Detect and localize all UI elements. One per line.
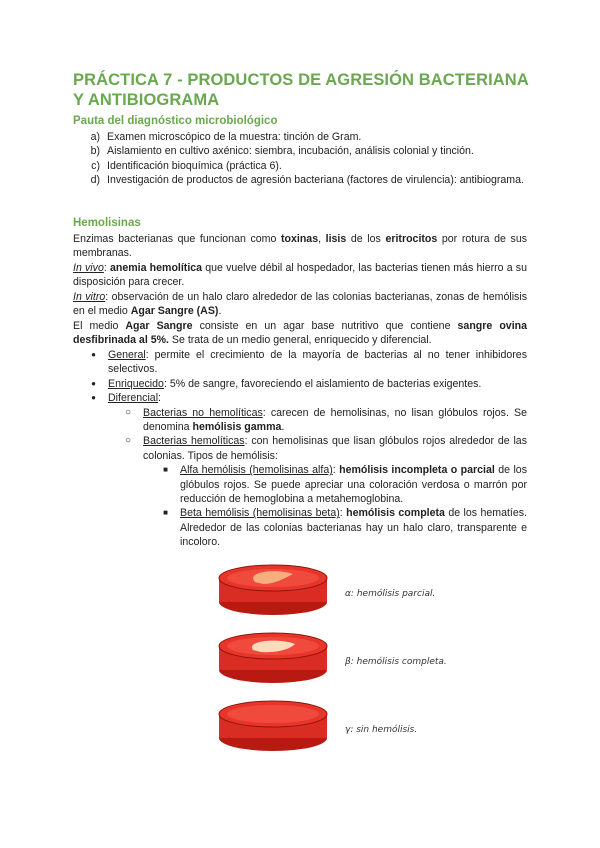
pauta-list <box>73 130 533 188</box>
plate-beta <box>219 633 327 683</box>
list-text: Examen microscópico de la muestra: tinción de Gram. <box>107 131 362 143</box>
label-gamma: γ: sin hemólisis. <box>345 725 418 735</box>
plate-gamma <box>219 701 327 751</box>
list-text: Investigación de productos de agresión bacteriana (factores de virulencia): antibiograma. <box>107 174 524 187</box>
paragraph-in-vitro: In vitro: observación de un halo claro alrededor de las colonias bacterianas, zonas de hemólisis en el medio Agar Sangre (AS). <box>73 291 528 318</box>
square-bullet-icon: ■ <box>163 465 168 475</box>
list-item <box>73 144 533 158</box>
paragraph-agar-sangre: El medio Agar Sangre consiste en un agar base nutritivo que contiene sangre ovina desfibrinada al 5%. Se trata de un medio general, enriquecido y diferencial. <box>73 320 528 347</box>
list-item: ● Diferencial: <box>73 391 527 405</box>
list-item: ○ Bacterias no hemolíticas: carecen de hemolisinas, no lisan glóbulos rojos. Se denomina hemólisis gamma. <box>73 406 527 435</box>
section-heading-pauta: Pauta del diagnóstico microbiológico <box>73 115 278 127</box>
list-marker: b) <box>90 145 100 158</box>
list-item: ● General: permite el crecimiento de la mayoría de bacterias al no tener inhibidores selectivos. <box>73 348 527 377</box>
list-item <box>73 173 533 187</box>
bullet-icon: ● <box>91 378 96 388</box>
list-marker: a) <box>90 131 100 143</box>
paragraph-enzimas: Enzimas bacterianas que funcionan como toxinas, lisis de los eritrocitos por rotura de sus membranas. <box>73 233 528 260</box>
list-text: Identificación bioquímica (práctica 6). <box>107 159 282 172</box>
list-item: ■ Beta hemólisis (hemolisinas beta): hemólisis completa de los hematíes. Alrededor de las colonias bacterianas hay un halo claro, transparente e incoloro. <box>73 506 527 549</box>
bullet-icon: ● <box>91 350 96 359</box>
agar-plates-illustration <box>215 560 455 760</box>
list-marker: d) <box>90 174 100 187</box>
list-item: ○ Bacterias hemolíticas: con hemolisinas que lisan glóbulos rojos alrededor de las colonias. Tipos de hemólisis: <box>73 434 527 463</box>
circle-bullet-icon: ○ <box>124 435 131 447</box>
list-item: ■ Alfa hemólisis (hemolisinas alfa): hemólisis incompleta o parcial de los glóbulos rojos. Se puede apreciar una coloración verdosa o marrón por reducción de hemoglobina a metahemoglobina. <box>73 463 527 506</box>
plate-alpha <box>219 565 327 615</box>
list-marker: c) <box>91 159 100 172</box>
section-heading-hemolisinas: Hemolisinas <box>73 217 141 229</box>
label-alpha: α: hemólisis parcial. <box>345 589 436 599</box>
square-bullet-icon: ■ <box>163 508 168 518</box>
list-item: ● Enriquecido: 5% de sangre, favoreciendo el aislamiento de bacterias exigentes. <box>73 377 527 391</box>
list-item <box>73 159 533 173</box>
page-title: PRÁCTICA 7 - PRODUCTOS DE AGRESIÓN BACTERIANA Y ANTIBIOGRAMA <box>73 71 529 109</box>
circle-bullet-icon: ○ <box>124 406 131 418</box>
list-text: Aislamiento en cultivo axénico: siembra, incubación, análisis colonial y tinción. <box>107 145 474 158</box>
list-item <box>73 130 533 144</box>
bullet-icon: ● <box>91 393 96 403</box>
paragraph-in-vivo: In vivo: anemia hemolítica que vuelve débil al hospedador, las bacterias tienen más hierro a su disposición para crecer. <box>73 262 527 289</box>
label-beta: β: hemólisis completa. <box>345 657 447 667</box>
bullet-list-medio <box>73 348 527 550</box>
